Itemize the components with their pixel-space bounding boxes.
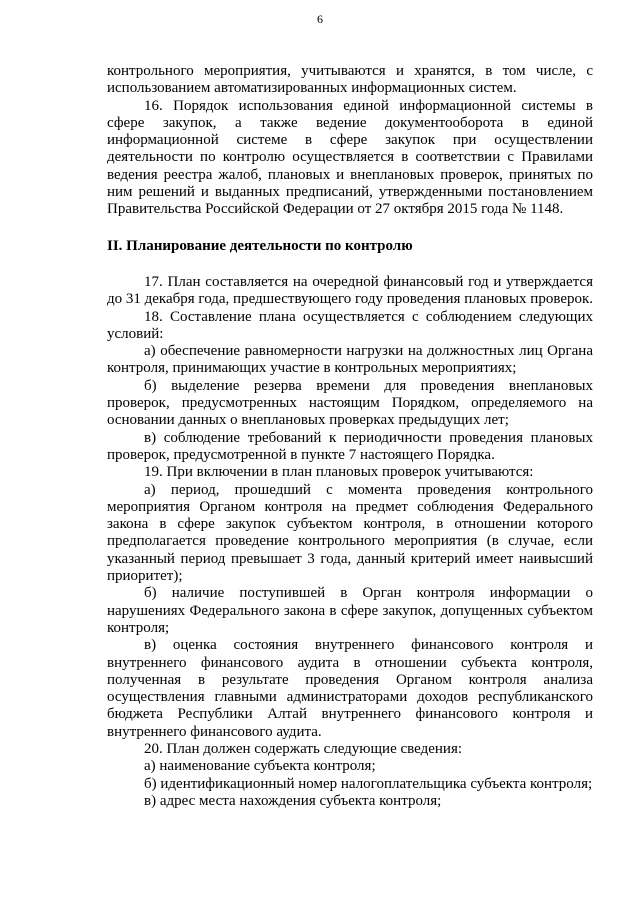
paragraph-20: 20. План должен содержать следующие сведения: (144, 740, 463, 757)
paragraph-19: 19. При включении в план плановых проверок учитываются: (144, 464, 534, 481)
page-number: 6 (317, 12, 323, 26)
document-body (107, 63, 593, 810)
paragraph-19b: б) наличие поступившей в Орган контроля информации о нарушениях Федерального закона в сфере закупок, допущенных субъектом контроля; (107, 585, 593, 636)
paragraph-continuation: контрольного мероприятия, учитываются и хранятся, в том числе, с использованием автоматизированных информационных систем. (107, 63, 593, 97)
paragraph-16: 16. Порядок использования единой информационной системы в сфере закупок, а также ведение документооборота в единой информационной системе в сфере закупок при осуществлении деятельности по контролю осуществляется в соответствии с Правилами ведения реестра жалоб, плановых и внеплановых проверок, принятых по ним решений и выданных предписаний, утвержденными постановлением Правительства Российской Федерации от 27 октября 2015 года № 1148. (107, 97, 593, 218)
paragraph-19c: в) оценка состояния внутреннего финансового контроля и внутреннего финансового аудита в отношении субъекта контроля, полученная в результате проведения Органом контроля анализа осуществления главными администраторами доходов республиканского бюджета Республики Алтай внутреннего финансового контроля и внутреннего финансового аудита. (107, 637, 593, 740)
paragraph-18c: в) соблюдение требований к периодичности проведения плановых проверок, предусмотренной в пункте 7 настоящего Порядка. (107, 429, 593, 463)
paragraph-19a: а) период, прошедший с момента проведения контрольного мероприятия Органом контроля на предмет соблюдения Федерального закона в сфере закупок субъектом контроля, в отношении которого предполагается проведение контрольного мероприятия (в случае, если указанный период превышает 3 года, данный критерий имеет наивысший приоритет); (107, 481, 593, 585)
section-heading: II. Планирование деятельности по контролю (107, 237, 413, 254)
paragraph-20b: б) идентификационный номер налогоплательщика субъекта контроля; (144, 775, 593, 792)
paragraph-18: 18. Составление плана осуществляется с соблюдением следующих условий: (107, 308, 593, 342)
paragraph-20a: а) наименование субъекта контроля; (144, 758, 376, 775)
paragraph-18b: б) выделение резерва времени для проведения внеплановых проверок, предусмотренных настоящим Порядком, определяемого на основании данных о внеплановых проверках предыдущих лет; (107, 377, 593, 429)
paragraph-20c: в) адрес места нахождения субъекта контроля; (144, 792, 442, 809)
paragraph-17: 17. План составляется на очередной финансовый год и утверждается до 31 декабря года, предшествующего году проведения плановых проверок. (107, 273, 594, 308)
paragraph-18a: а) обеспечение равномерности нагрузки на должностных лиц Органа контроля, принимающих участие в контрольных мероприятиях; (107, 343, 593, 377)
